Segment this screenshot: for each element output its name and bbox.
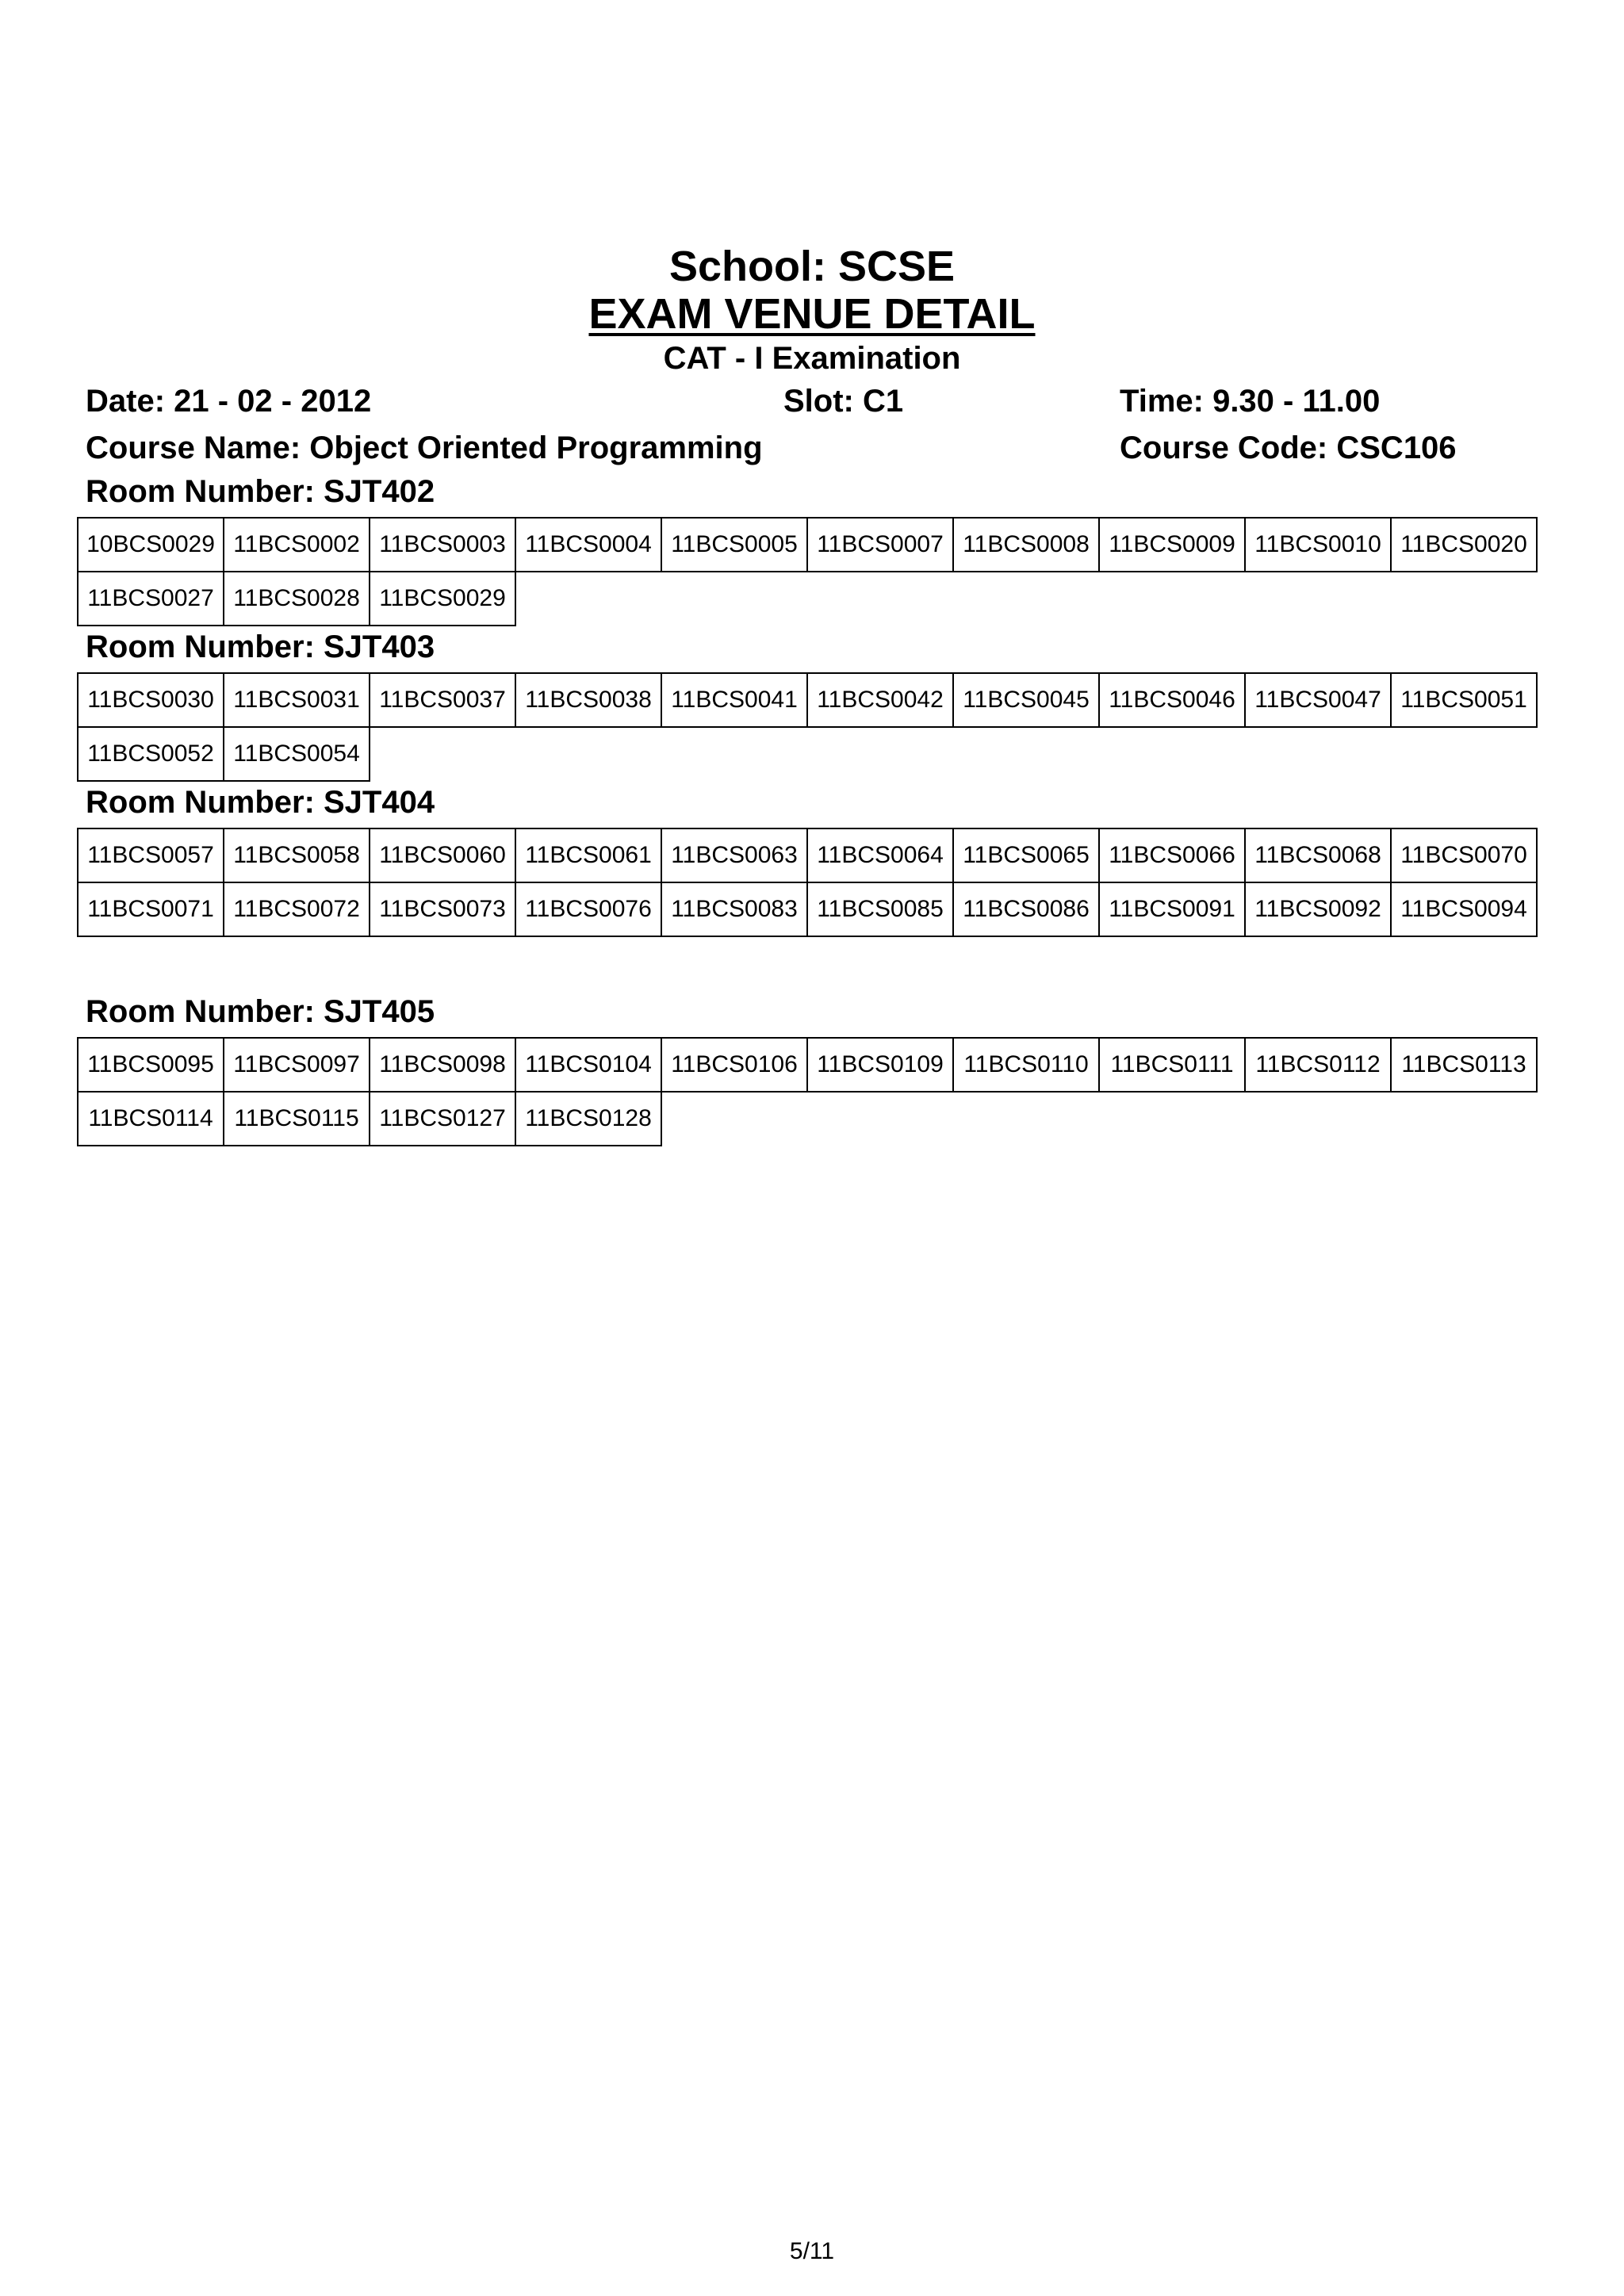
register-number-cell: 11BCS0046 (1098, 672, 1246, 728)
exam-name: CAT - I Examination (663, 341, 961, 376)
register-number-cell: 11BCS0066 (1098, 828, 1246, 883)
register-number-cell: 11BCS0065 (952, 828, 1100, 883)
register-number-cell: 11BCS0060 (369, 828, 516, 883)
register-number-cell: 11BCS0003 (369, 517, 516, 572)
room-number-heading: Room Number: SJT402 (86, 474, 435, 509)
table-row (77, 726, 1538, 782)
register-number-cell: 11BCS0098 (369, 1037, 516, 1093)
register-number-cell: 11BCS0045 (952, 672, 1100, 728)
register-number-cell: 11BCS0004 (515, 517, 662, 572)
register-number-cell: 11BCS0085 (806, 882, 954, 937)
room-number-heading: Room Number: SJT405 (86, 994, 435, 1029)
table-row (77, 571, 1538, 626)
register-number-cell: 11BCS0115 (223, 1091, 370, 1146)
register-number-cell: 11BCS0111 (1098, 1037, 1246, 1093)
page-number: 5/11 (789, 2238, 835, 2264)
register-number-cell: 11BCS0002 (223, 517, 370, 572)
register-number-cell: 11BCS0057 (77, 828, 224, 883)
register-number-cell: 11BCS0072 (223, 882, 370, 937)
register-number-cell: 11BCS0106 (661, 1037, 808, 1093)
school-heading: School: SCSE (668, 243, 956, 290)
register-number-cell: 11BCS0076 (515, 882, 662, 937)
register-number-cell: 11BCS0073 (369, 882, 516, 937)
room-number-heading: Room Number: SJT403 (86, 629, 435, 664)
register-number-cell: 11BCS0052 (77, 726, 224, 782)
register-number-cell: 11BCS0041 (661, 672, 808, 728)
register-number-table (77, 828, 1538, 937)
register-number-cell: 11BCS0047 (1244, 672, 1392, 728)
register-number-cell: 11BCS0097 (223, 1037, 370, 1093)
register-number-cell: 11BCS0086 (952, 882, 1100, 937)
register-number-cell: 11BCS0054 (223, 726, 370, 782)
register-number-table (77, 672, 1538, 782)
register-number-cell: 11BCS0128 (515, 1091, 662, 1146)
register-number-cell: 11BCS0127 (369, 1091, 516, 1146)
course-code: Course Code: CSC106 (1120, 430, 1457, 465)
table-row (77, 828, 1538, 883)
exam-date: Date: 21 - 02 - 2012 (86, 384, 372, 419)
register-number-cell: 11BCS0010 (1244, 517, 1392, 572)
table-row (77, 1037, 1538, 1093)
register-number-cell: 11BCS0112 (1244, 1037, 1392, 1093)
table-row (77, 517, 1538, 572)
register-number-cell: 11BCS0029 (369, 571, 516, 626)
table-row (77, 672, 1538, 728)
register-number-cell: 11BCS0109 (806, 1037, 954, 1093)
register-number-cell: 11BCS0068 (1244, 828, 1392, 883)
register-number-cell: 11BCS0094 (1390, 882, 1538, 937)
course-name: Course Name: Object Oriented Programming (86, 430, 763, 465)
register-number-cell: 11BCS0071 (77, 882, 224, 937)
room-number-heading: Room Number: SJT404 (86, 785, 435, 820)
register-number-cell: 10BCS0029 (77, 517, 224, 572)
register-number-cell: 11BCS0095 (77, 1037, 224, 1093)
register-number-cell: 11BCS0051 (1390, 672, 1538, 728)
register-number-cell: 11BCS0020 (1390, 517, 1538, 572)
register-number-cell: 11BCS0091 (1098, 882, 1246, 937)
table-row (77, 1091, 1538, 1146)
register-number-cell: 11BCS0027 (77, 571, 224, 626)
register-number-table (77, 517, 1538, 626)
register-number-cell: 11BCS0110 (952, 1037, 1100, 1093)
register-number-cell: 11BCS0028 (223, 571, 370, 626)
document-title-text: EXAM VENUE DETAIL (588, 290, 1036, 338)
register-number-cell: 11BCS0070 (1390, 828, 1538, 883)
register-number-cell: 11BCS0007 (806, 517, 954, 572)
register-number-cell: 11BCS0030 (77, 672, 224, 728)
document-title (0, 289, 1624, 339)
exam-time: Time: 9.30 - 11.00 (1120, 384, 1381, 419)
register-number-cell: 11BCS0031 (223, 672, 370, 728)
register-number-cell: 11BCS0058 (223, 828, 370, 883)
register-number-cell: 11BCS0063 (661, 828, 808, 883)
register-number-cell: 11BCS0005 (661, 517, 808, 572)
register-number-cell: 11BCS0114 (77, 1091, 224, 1146)
register-number-cell: 11BCS0042 (806, 672, 954, 728)
table-row (77, 882, 1538, 937)
exam-slot: Slot: C1 (783, 384, 904, 419)
register-number-cell: 11BCS0113 (1390, 1037, 1538, 1093)
register-number-cell: 11BCS0008 (952, 517, 1100, 572)
register-number-cell: 11BCS0038 (515, 672, 662, 728)
register-number-cell: 11BCS0037 (369, 672, 516, 728)
register-number-cell: 11BCS0092 (1244, 882, 1392, 937)
register-number-cell: 11BCS0104 (515, 1037, 662, 1093)
register-number-cell: 11BCS0064 (806, 828, 954, 883)
register-number-cell: 11BCS0083 (661, 882, 808, 937)
register-number-table (77, 1037, 1538, 1146)
register-number-cell: 11BCS0061 (515, 828, 662, 883)
register-number-cell: 11BCS0009 (1098, 517, 1246, 572)
